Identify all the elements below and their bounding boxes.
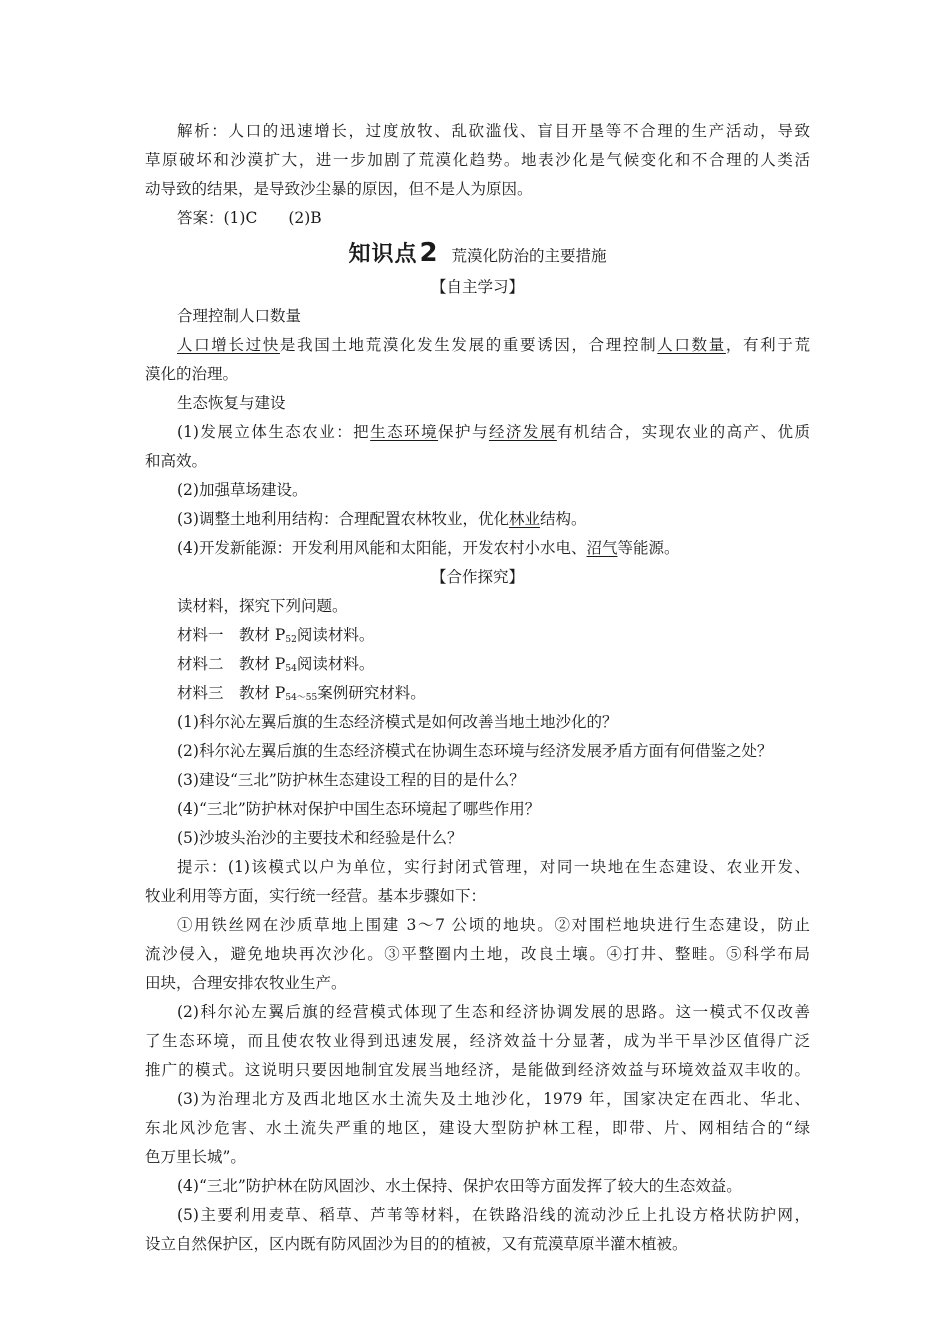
coop-intro: 读材料，探究下列问题。 bbox=[177, 597, 348, 615]
fill-blank-answer: 经济发展 bbox=[488, 423, 557, 441]
fill-blank-answer: 生态环境 bbox=[370, 423, 439, 441]
population-heading: 合理控制人口数量 bbox=[177, 307, 302, 325]
hint-3-line-2: 东北风沙危害、水土流失严重的地区，建设大型防护林工程，即带、片、网相结合的“绿 bbox=[145, 1119, 810, 1137]
material-1: 材料一 教材 $P_{52}$阅读材料。 bbox=[177, 626, 375, 645]
population-paragraph-line-1: 人口增长过快是我国土地荒漠化发生发展的重要诱因，合理控制人口数量，有利于荒 bbox=[177, 336, 810, 354]
eco-item-3: (3)调整土地利用结构：合理配置农林牧业，优化林业结构。 bbox=[177, 510, 587, 528]
material-3: 材料三 教材 $P_{54\sim 55}$案例研究材料。 bbox=[177, 684, 426, 703]
knowledge-point-number: 2 bbox=[419, 238, 438, 268]
hint-1-line-1: 提示：(1)该模式以户为单位，实行封闭式管理，对同一块地在生态建设、农业开发、 bbox=[177, 858, 810, 876]
fill-blank-answer: 人口数量 bbox=[657, 336, 726, 354]
knowledge-point-subtitle: 荒漠化防治的主要措施 bbox=[451, 247, 607, 265]
hint-2-line-1: (2)科尔沁左翼后旗的经营模式体现了生态和经济协调发展的思路。这一模式不仅改善 bbox=[177, 1003, 810, 1021]
hint-5-line-1: (5)主要利用麦草、稻草、芦苇等材料，在铁路沿线的流动沙丘上扎设方格状防护网， bbox=[177, 1206, 810, 1224]
answer-line: 答案：(1)C (2)B bbox=[177, 209, 322, 227]
hint-steps-line-3: 田块，合理安排农牧业生产。 bbox=[145, 974, 347, 992]
hint-2-line-2: 了生态环境，而且使农牧业得到迅速发展，经济效益十分显著，成为半干旱沙区值得广泛 bbox=[145, 1032, 810, 1050]
hint-3-line-3: 色万里长城”。 bbox=[145, 1148, 246, 1166]
analysis-line-3: 动导致的结果，是导致沙尘暴的原因，但不是人为原因。 bbox=[145, 180, 533, 198]
fill-blank-answer: 沼气 bbox=[586, 539, 618, 557]
hint-5-line-2: 设立自然保护区，区内既有防风固沙为目的的植被，又有荒漠草原半灌木植被。 bbox=[145, 1235, 688, 1253]
eco-item-4: (4)开发新能源：开发利用风能和太阳能，开发农村小水电、沼气等能源。 bbox=[177, 539, 680, 557]
knowledge-point-title bbox=[145, 233, 810, 273]
analysis-line-2: 草原破坏和沙漠扩大，进一步加剧了荒漠化趋势。地表沙化是气候变化和不合理的人类活 bbox=[145, 151, 810, 169]
material-2: 材料二 教材 $P_{54}$阅读材料。 bbox=[177, 655, 375, 674]
hint-steps-line-1: ①用铁丝网在沙质草地上围建 3～7 公顷的地块。②对围栏地块进行生态建设，防止 bbox=[177, 916, 810, 934]
hint-4: (4)“三北”防护林在防风固沙、水土保持、保护农田等方面发挥了较大的生态效益。 bbox=[177, 1177, 742, 1195]
question-4: (4)“三北”防护林对保护中国生态环境起了哪些作用？ bbox=[177, 800, 541, 818]
analysis-line-1: 解析：人口的迅速增长，过度放牧、乱砍滥伐、盲目开垦等不合理的生产活动，导致 bbox=[177, 122, 810, 140]
question-1: (1)科尔沁左翼后旗的生态经济模式是如何改善当地土地沙化的？ bbox=[177, 713, 618, 731]
hint-3-line-1: (3)为治理北方及西北地区水土流失及土地沙化，1979 年，国家决定在西北、华北、 bbox=[177, 1090, 810, 1108]
fill-blank-answer: 林业 bbox=[508, 510, 540, 528]
question-2: (2)科尔沁左翼后旗的生态经济模式在协调生态环境与经济发展矛盾方面有何借鉴之处？ bbox=[177, 742, 773, 760]
hint-2-line-3: 推广的模式。这说明只要因地制宜发展当地经济，是能做到经济效益与环境效益双丰收的。 bbox=[145, 1061, 810, 1079]
eco-item-1-line-2: 和高效。 bbox=[145, 452, 208, 470]
coop-header: 【合作探究】 bbox=[430, 568, 524, 586]
knowledge-point-label: 知识点 bbox=[348, 242, 418, 267]
eco-heading: 生态恢复与建设 bbox=[177, 394, 286, 412]
question-5: (5)沙坡头治沙的主要技术和经验是什么？ bbox=[177, 829, 463, 847]
question-3: (3)建设“三北”防护林生态建设工程的目的是什么？ bbox=[177, 771, 525, 789]
hint-1-line-2: 牧业利用等方面，实行统一经营。基本步骤如下： bbox=[145, 887, 487, 905]
hint-steps-line-2: 流沙侵入，避免地块再次沙化。③平整圈内土地，改良土壤。④打井、整畦。⑤科学布局 bbox=[145, 945, 810, 963]
fill-blank-answer: 人口增长过快 bbox=[177, 336, 280, 354]
eco-item-1-line-1: (1)发展立体生态农业：把生态环境保护与经济发展有机结合，实现农业的高产、优质 bbox=[177, 423, 810, 441]
document-page bbox=[145, 117, 810, 1259]
population-paragraph-line-2: 漠化的治理。 bbox=[145, 365, 239, 383]
eco-item-2: (2)加强草场建设。 bbox=[177, 481, 308, 499]
self-study-header: 【自主学习】 bbox=[430, 278, 524, 296]
